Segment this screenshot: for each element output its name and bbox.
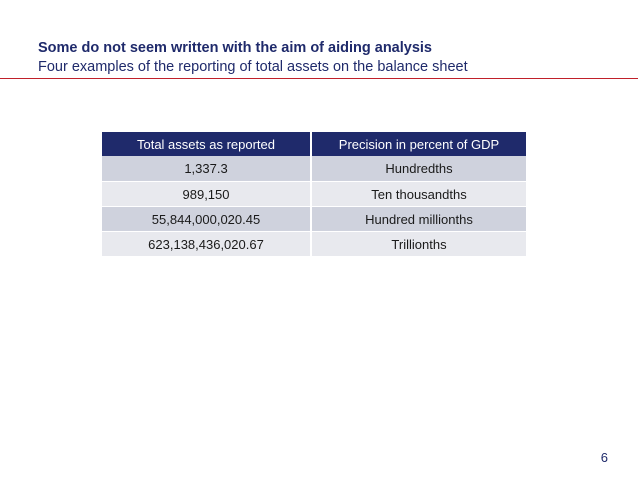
total-assets-cell: 989,150 [102, 181, 312, 206]
total-assets-table [102, 132, 526, 256]
table-row [102, 231, 526, 256]
precision-cell: Trillionths [312, 231, 526, 256]
table-row [102, 156, 526, 181]
table-row [102, 206, 526, 231]
column-header-total-assets: Total assets as reported [102, 132, 312, 156]
precision-cell: Ten thousandths [312, 181, 526, 206]
precision-cell: Hundred millionths [312, 206, 526, 231]
title-divider [0, 78, 638, 79]
total-assets-cell: 55,844,000,020.45 [102, 206, 312, 231]
table-header-row [102, 132, 526, 156]
slide-title: Some do not seem written with the aim of aiding analysis [38, 40, 432, 56]
slide-subtitle: Four examples of the reporting of total assets on the balance sheet [38, 59, 468, 75]
column-header-precision: Precision in percent of GDP [312, 132, 526, 156]
table-row [102, 181, 526, 206]
page-number: 6 [600, 450, 608, 465]
total-assets-cell: 1,337.3 [102, 156, 312, 181]
total-assets-cell: 623,138,436,020.67 [102, 231, 312, 256]
precision-cell: Hundredths [312, 156, 526, 181]
